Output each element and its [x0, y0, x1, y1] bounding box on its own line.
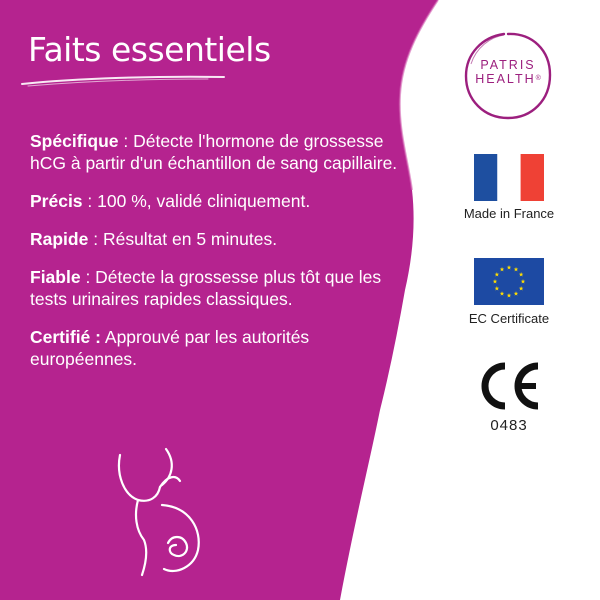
page-title: Faits essentiels: [28, 30, 271, 69]
brand-name-line1: PATRIS: [480, 58, 536, 72]
france-flag-icon: [474, 154, 544, 201]
brand-name-line2: [460, 72, 556, 86]
fact-specifique: [30, 130, 400, 174]
fact-certifie: [30, 326, 400, 370]
brand-name-health: HEALTH: [475, 72, 536, 86]
facts-list: [30, 130, 400, 386]
fact-text: Résultat en 5 minutes.: [102, 229, 278, 249]
made-in-france-label: Made in France: [463, 206, 555, 221]
fact-rapide: [30, 228, 400, 250]
title-underline-stroke: [18, 70, 228, 90]
fact-separator: :: [80, 267, 96, 287]
pregnant-woman-icon: [110, 445, 210, 580]
notified-body-number: 0483: [490, 417, 528, 434]
fact-text: 100 %, validé cliniquement.: [97, 191, 311, 211]
brand-logo: [460, 58, 556, 86]
fact-fiable: [30, 266, 400, 310]
eu-flag-icon: [474, 258, 544, 305]
fact-label: Précis: [30, 191, 83, 211]
fact-separator: :: [82, 191, 98, 211]
fact-label: Spécifique: [30, 131, 119, 151]
fact-label: Fiable: [30, 267, 81, 287]
fact-text: Détecte la grossesse plus tôt que les tests urinaires rapides classiques.: [30, 267, 382, 309]
registered-mark: ®: [535, 75, 541, 82]
fact-text: Approuvé par les autorités européennes.: [30, 327, 310, 369]
ce-mark-icon: [474, 362, 544, 410]
fact-separator: :: [88, 229, 103, 249]
fact-precis: [30, 190, 400, 212]
fact-text: Détecte l'hormone de grossesse hCG à partir d'un échantillon de sang capillaire.: [30, 131, 398, 173]
ec-certificate-label: EC Certificate: [468, 311, 550, 326]
fact-label: Rapide: [30, 229, 89, 249]
fact-label: Certifié :: [30, 327, 101, 347]
fact-separator: :: [118, 131, 134, 151]
